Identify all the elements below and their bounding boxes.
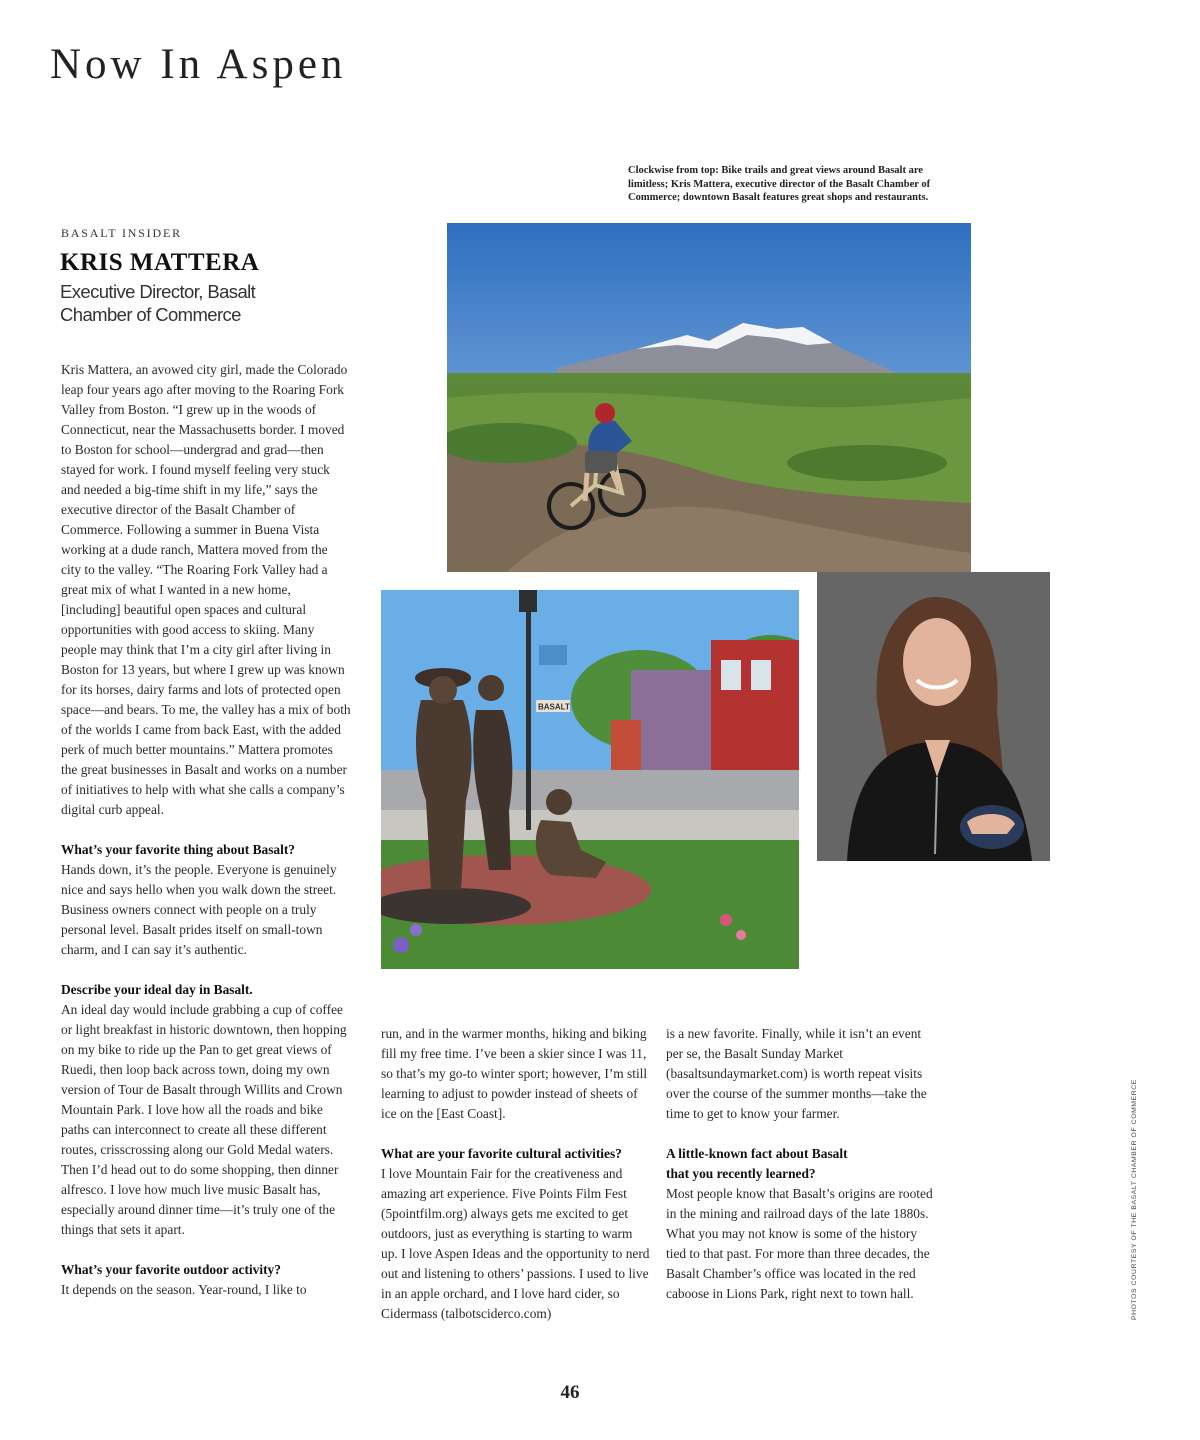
answer: I love Mountain Fair for the creativeness and amazing art experience. Five Points Film Fest (5pointfilm.org) always gets me excited to get outdoors, just as everything is starting to warm up. I love Aspen Ideas and the opportunity to nerd out and listening to others’ passions. I used to live in an apple orchard, and I love hard cider, so Cidermass (talbotsciderco.com) (381, 1166, 650, 1321)
answer: Most people know that Basalt’s origins are rooted in the mining and railroad days of the late 1880s. What you may not know is some of the history tied to that past. For more than three decades, the Basalt Chamber’s office was located in the red caboose in Lions Park, right next to town hall. (666, 1186, 933, 1301)
section-kicker: BASALT INSIDER (61, 226, 182, 240)
question: What’s your favorite outdoor activity? (61, 1262, 281, 1277)
question: What’s your favorite thing about Basalt? (61, 842, 295, 857)
intro-paragraph: Kris Mattera, an avowed city girl, made the Colorado leap four years ago after moving to the Roaring Fork Valley from Boston. “I grew up in the woods of Connecticut, near the Massachusetts border. I moved to Boston for school—undergrad and grad—then stayed for work. I found myself feeling very stuck and needed a big-time shift in my life,” says the executive director of the Basalt Chamber of Commerce. Following a summer in Buena Vista working at a dude ranch, Mattera moved from the city to the valley. “The Roaring Fork Valley had a great mix of what I wanted in a new home, [including] beautiful open spaces and cultural opportunities with good access to skiing. Many people may think that I’m a city girl after living in Boston for 13 years, but where I grew up was known for its horses, dairy farms and lots of protected open space—and bears. To me, the valley has a mix of both of the worlds I came from back East, with the added perk of much better mountains.” Mattera promotes the great businesses in Basalt and works on a number of initiatives to help with what she calls a company’s digital curb appeal. (61, 362, 351, 817)
profile-role: Executive Director, Basalt Chamber of Commerce (60, 281, 256, 325)
downtown-statues-photo (381, 590, 799, 969)
photo-credit: PHOTOS COURTESY OF THE BASALT CHAMBER OF COMMERCE (1131, 1079, 1138, 1320)
qa-block (61, 980, 351, 1240)
page-number: 46 (560, 1382, 580, 1403)
continued-paragraph: run, and in the warmer months, hiking and biking fill my free time. I’ve been a skier since I was 11, so that’s my go-to winter sport; however, I’m still learning to adjust to powder instead of sheets of ice on the [East Coast]. (381, 1026, 648, 1121)
question: What are your favorite cultural activities? (381, 1146, 622, 1161)
qa-block (61, 1260, 351, 1300)
answer: Hands down, it’s the people. Everyone is genuinely nice and says hello when you walk down the street. Business owners connect with people on a truly personal level. Basalt prides itself on small-town charm, and I can say it’s authentic. (61, 862, 337, 957)
basalt-street-sign: BASALT (538, 702, 570, 712)
profile-name: KRIS MATTERA (60, 249, 260, 276)
photo-caption: Clockwise from top: Bike trails and great views around Basalt are limitless; Kris Mattera, executive director of the Basalt Chamber of Commerce; downtown Basalt features great shops and restaurants. (628, 165, 931, 203)
portrait-photo (817, 572, 1050, 861)
answer: It depends on the season. Year-round, I like to (61, 1282, 307, 1297)
article-column-2 (381, 1024, 651, 1344)
continued-paragraph: is a new favorite. Finally, while it isn’t an event per se, the Basalt Sunday Market (basaltsundaymarket.com) is worth repeat visits over the course of the summer months—take the time to get to know your farmer. (666, 1026, 927, 1121)
article-column-1 (61, 360, 351, 1320)
question: A little-known fact about Basalt that you recently learned? (666, 1146, 848, 1181)
qa-block (61, 840, 351, 960)
question: Describe your ideal day in Basalt. (61, 982, 253, 997)
mountain-biker-photo (447, 223, 971, 572)
article-column-3 (666, 1024, 936, 1324)
magazine-masthead: Now In Aspen (50, 41, 347, 88)
answer: An ideal day would include grabbing a cup of coffee or light breakfast in historic downtown, then hopping on my bike to ride up the Pan to get great views of Ruedi, then loop back across town, doing my own version of Tour de Basalt through Willits and Crown Mountain Park. I love how all the roads and bike paths can interconnect to create all these different routes, crisscrossing along our Gold Medal waters. Then I’d head out to do some shopping, then dinner alfresco. I love how much live music Basalt has, especially around dinner time—it’s truly one of the things that sets it apart. (61, 1002, 347, 1237)
